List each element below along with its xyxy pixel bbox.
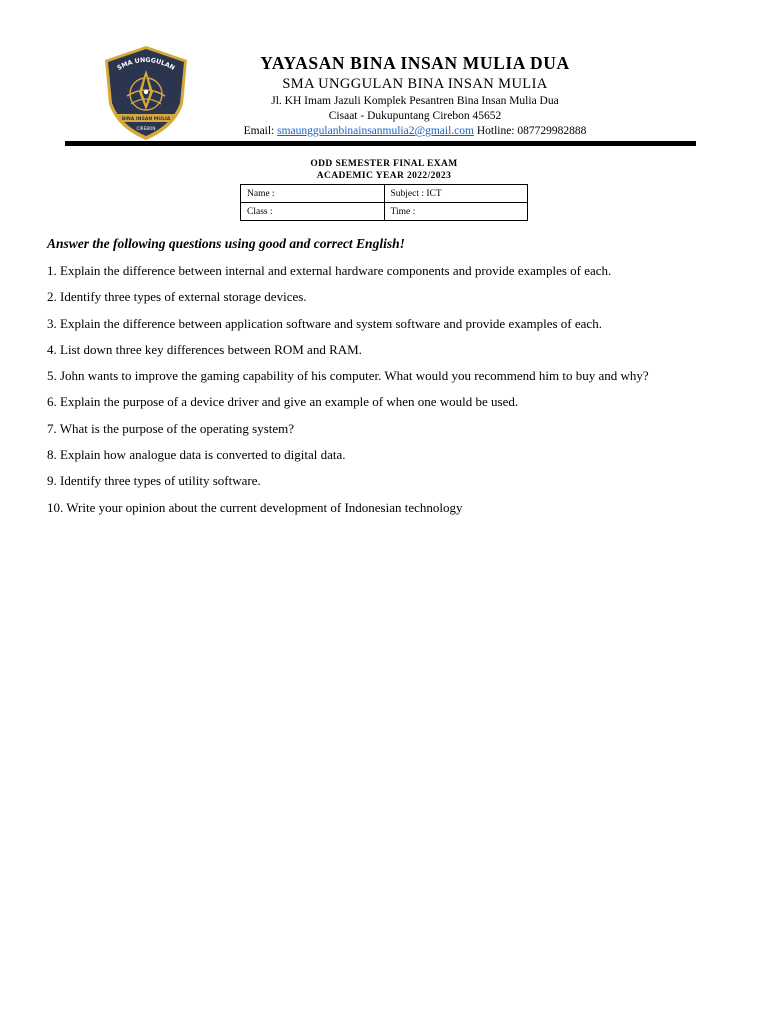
- academic-year: ACADEMIC YEAR 2022/2023: [316, 171, 452, 181]
- foundation-name: YAYASAN BINA INSAN MULIA DUA: [260, 53, 570, 73]
- question-item: 9. Identify three types of utility software.: [47, 473, 261, 489]
- subject-field: Subject : ICT: [384, 185, 528, 203]
- question-item: 5. John wants to improve the gaming capability of his computer. What would you recommend him to buy and why?: [47, 368, 649, 384]
- class-field[interactable]: Class :: [241, 203, 385, 221]
- contact-line: [190, 124, 640, 139]
- email-label: Email:: [243, 125, 278, 137]
- question-list: [47, 262, 737, 525]
- school-logo: [103, 44, 189, 142]
- student-info-table: [240, 184, 528, 221]
- question-item: 6. Explain the purpose of a device driver and give an example of when one would be used.: [47, 394, 519, 410]
- question-item: 3. Explain the difference between application software and system software and provide examples of each.: [47, 315, 602, 331]
- question-item: 7. What is the purpose of the operating system?: [47, 420, 295, 436]
- school-name: SMA UNGGULAN BINA INSAN MULIA: [282, 76, 548, 92]
- svg-text:BINA INSAN MULIA: BINA INSAN MULIA: [121, 117, 171, 123]
- svg-text:CIREBON: CIREBON: [136, 126, 156, 131]
- address-line-2: Cisaat - Dukupuntang Cirebon 45652: [328, 110, 502, 122]
- name-field[interactable]: Name :: [241, 185, 385, 203]
- question-item: 1. Explain the difference between internal and external hardware components and provide examples of each.: [47, 263, 612, 278]
- letterhead: [190, 52, 640, 139]
- hotline: Hotline: 087729982888: [473, 125, 587, 137]
- question-item: 2. Identify three types of external storage devices.: [47, 289, 307, 305]
- email-link[interactable]: smaunggulanbinainsanmulia2@gmail.com: [277, 125, 474, 137]
- exam-title: ODD SEMESTER FINAL EXAM: [310, 159, 458, 169]
- address-line-1: Jl. KH Imam Jazuli Komplek Pesantren Bina Insan Mulia Dua: [271, 95, 559, 107]
- question-item: 10. Write your opinion about the current development of Indonesian technology: [47, 499, 463, 515]
- time-field[interactable]: Time :: [384, 203, 528, 221]
- header-divider: [65, 141, 696, 146]
- school-crest-icon: [103, 44, 189, 142]
- instruction-text: Answer the following questions using good and correct English!: [47, 236, 405, 251]
- svg-text:SMA UNGGULAN: SMA UNGGULAN: [116, 56, 176, 72]
- table-row: [241, 203, 528, 221]
- question-item: 4. List down three key differences between ROM and RAM.: [47, 341, 362, 357]
- question-item: 8. Explain how analogue data is converted to digital data.: [47, 447, 346, 463]
- table-row: [241, 185, 528, 203]
